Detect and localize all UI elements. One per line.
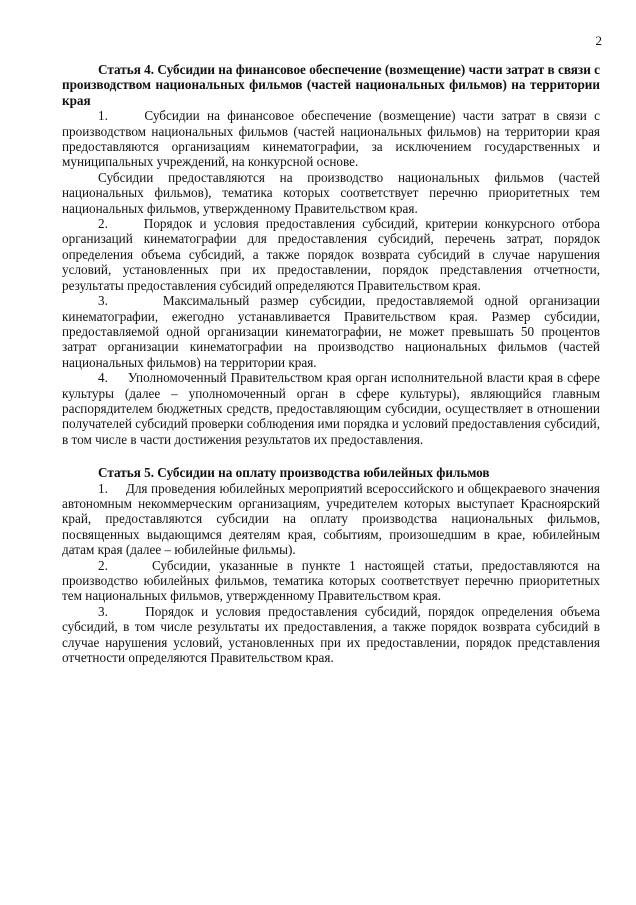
article-4-heading: Статья 4. Субсидии на финансовое обеспечение (возмещение) части затрат в связи с производством национальных фильмов (частей национальных фильмов) на территории края	[62, 62, 600, 108]
article-4-paragraph-3: 3. Максимальный размер субсидии, предоставляемой одной организации кинематографии, ежегодно устанавливается Правительством края. Размер субсидии, предоставляемой одной организации кинематографии, не может превышать 50 процентов затрат организации кинематографии на производство национальных фильмов (частей национальных фильмов) на территории края.	[62, 293, 600, 370]
article-5-heading: Статья 5. Субсидии на оплату производства юбилейных фильмов	[98, 465, 490, 481]
document-body	[62, 62, 600, 665]
article-4	[62, 62, 600, 447]
article-5	[62, 465, 600, 665]
article-5-paragraph-3: 3. Порядок и условия предоставления субсидий, порядок определения объема субсидий, в том числе результаты их предоставления, а также порядок возврата субсидий в случае нарушения условий, установленных при их предоставлении, порядок представления отчетности определяются Правительством края.	[62, 603, 600, 666]
article-5-paragraph-2: 2. Субсидии, указанные в пункте 1 настоящей статьи, предоставляются на производство юбилейных фильмов, тематика которых соответствует перечню приоритетных тем национальных фильмов, утвержденному Правительством края.	[62, 557, 600, 604]
section-spacer	[62, 447, 600, 465]
article-4-paragraph-1b: Субсидии предоставляются на производство национальных фильмов (частей национальных фильмов), тематика которых соответствует перечню приоритетных тем национальных фильмов, утвержденному Правительством края.	[62, 169, 600, 216]
article-4-paragraph-4: 4. Уполномоченный Правительством края орган исполнительной власти края в сфере культуры (далее – уполномоченный орган в сфере культуры), являющийся главным распорядителем бюджетных средств, предоставляющим субсидии, осуществляет в отношении получателей субсидий проверки соблюдения ими порядка и условий предоставления субсидий, в том числе в части достижения результатов их предоставления.	[62, 370, 600, 447]
article-4-paragraph-2: 2. Порядок и условия предоставления субсидий, критерии конкурсного отбора организаций кинематографии для предоставления субсидий, перечень затрат, порядок определения объема субсидий, а также порядок возврата субсидий в случае нарушения условий, установленных при их предоставлении, порядок представления отчетности, результаты предоставления субсидий определяются Правительством края.	[62, 216, 600, 293]
page-number: 2	[595, 33, 602, 48]
article-4-paragraph-1: 1. Субсидии на финансовое обеспечение (возмещение) части затрат в связи с производством национальных фильмов (частей национальных фильмов) на территории края предоставляются организациям кинематографии, за исключением государственных и муниципальных учреждений, на конкурсной основе.	[62, 108, 600, 170]
article-5-paragraph-1: 1. Для проведения юбилейных мероприятий всероссийского и общекраевого значения автономным некоммерческим организациям, учредителем которых выступает Красноярский край, предоставляются субсидии на оплату производства национальных фильмов, посвященных выдающимся деятелям края, событиям, произошедшим в крае, юбилейным датам края (далее – юбилейные фильмы).	[62, 480, 600, 558]
